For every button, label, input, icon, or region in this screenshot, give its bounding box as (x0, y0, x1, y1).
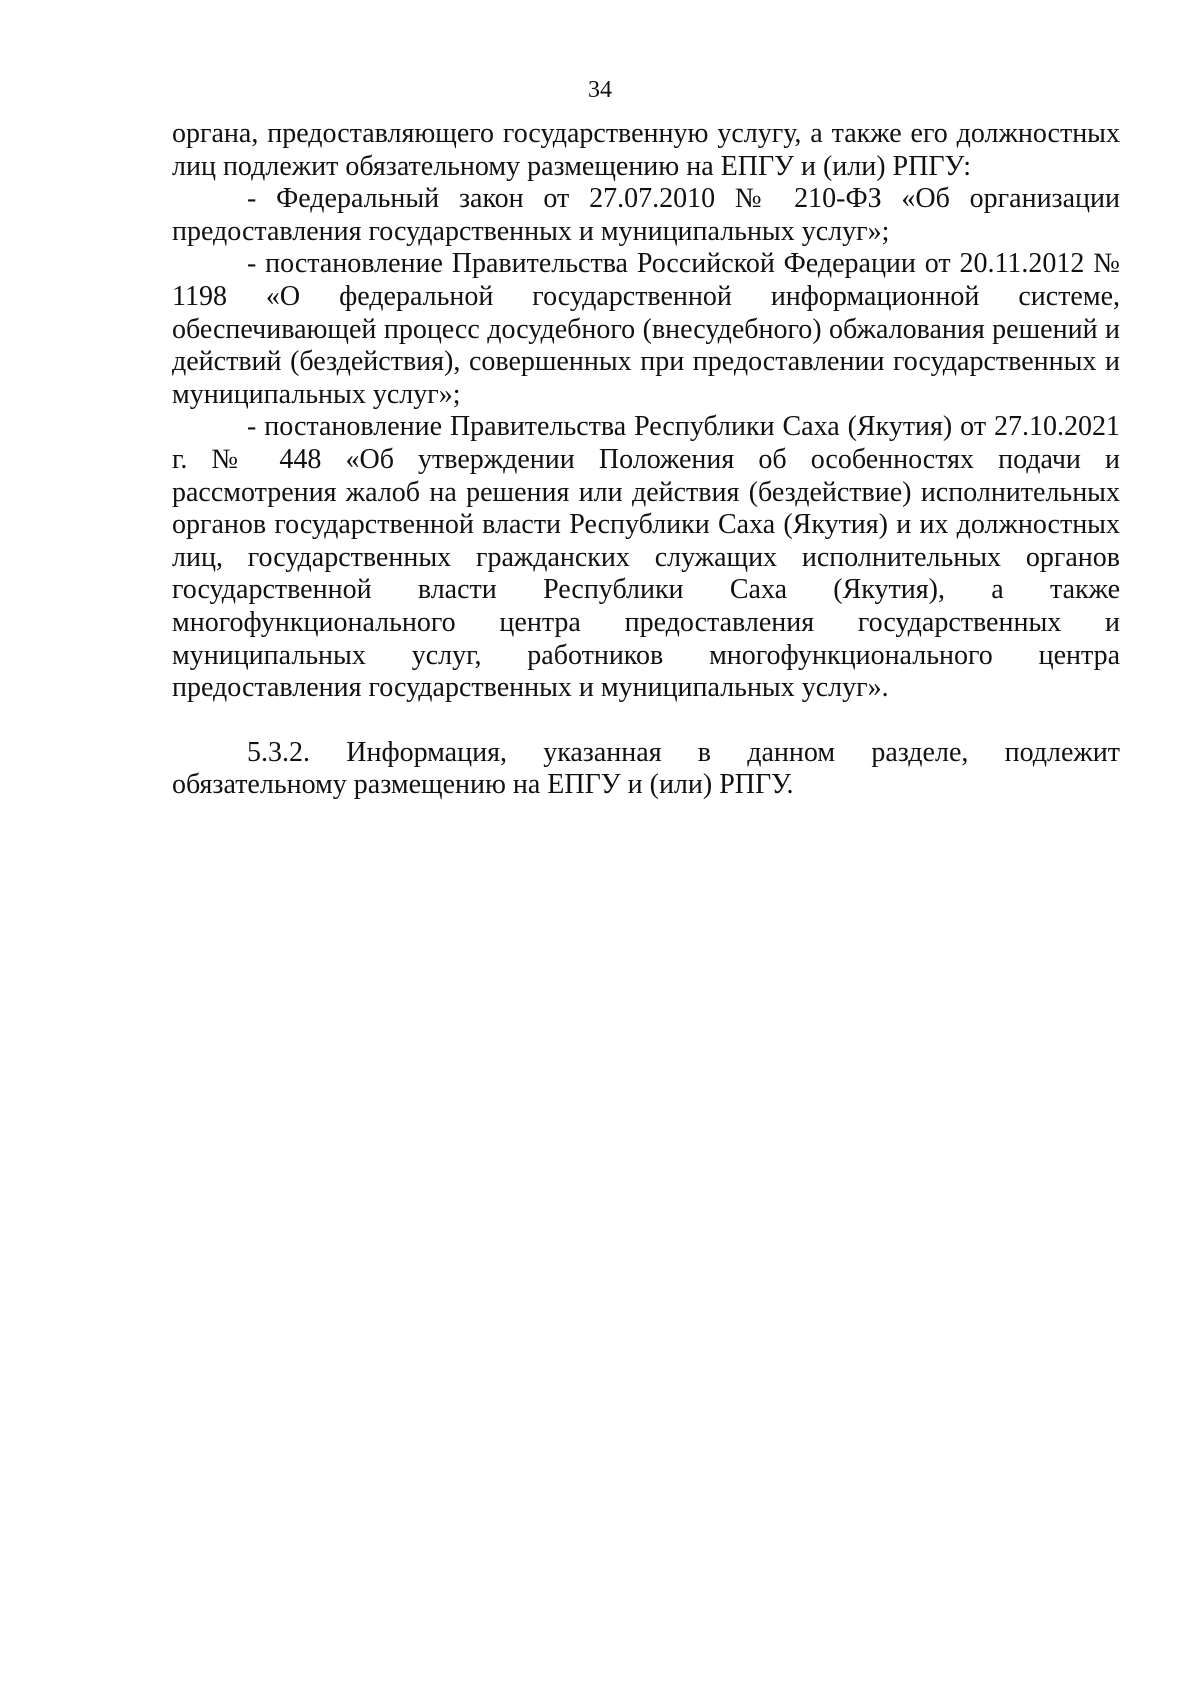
paragraph-section-5-3-2: 5.3.2. Информация, указанная в данном разделе, подлежит обязательному размещению на ЕПГУ и (или) РПГУ. (172, 736, 1120, 801)
paragraph-government-decree-yakutia: - постановление Правительства Республики Саха (Якутия) от 27.10.2021 г. № 448 «Об утверждении Положения об особенностях подачи и рассмотрения жалоб на решения или действия (бездействие) исполнительных органов государственной власти Республики Саха (Якутия) и их должностных лиц, государственных гражданских служащих исполнительных органов государственной власти Республики Саха (Якутия), а также многофункционального центра предоставления государственных и муниципальных услуг, работников многофункционального центра предоставления государственных и муниципальных услуг». (172, 411, 1120, 704)
paragraph-continuation: органа, предоставляющего государственную услугу, а также его должностных лиц подлежит обязательному размещению на ЕПГУ и (или) РПГУ: (172, 118, 1120, 182)
paragraph-federal-law: - Федеральный закон от 27.07.2010 № 210-ФЗ «Об организации предоставления государственных и муниципальных услуг»; (172, 183, 1120, 247)
page-number: 34 (588, 77, 612, 103)
document-body (172, 118, 1120, 802)
paragraph-government-decree-rf: - постановление Правительства Российской Федерации от 20.11.2012 № 1198 «О федеральной государственной информационной системе, обеспечивающей процесс досудебного (внесудебного) обжалования решений и действий (бездействия), совершенных при предоставлении государственных и муниципальных услуг»; (172, 248, 1120, 410)
